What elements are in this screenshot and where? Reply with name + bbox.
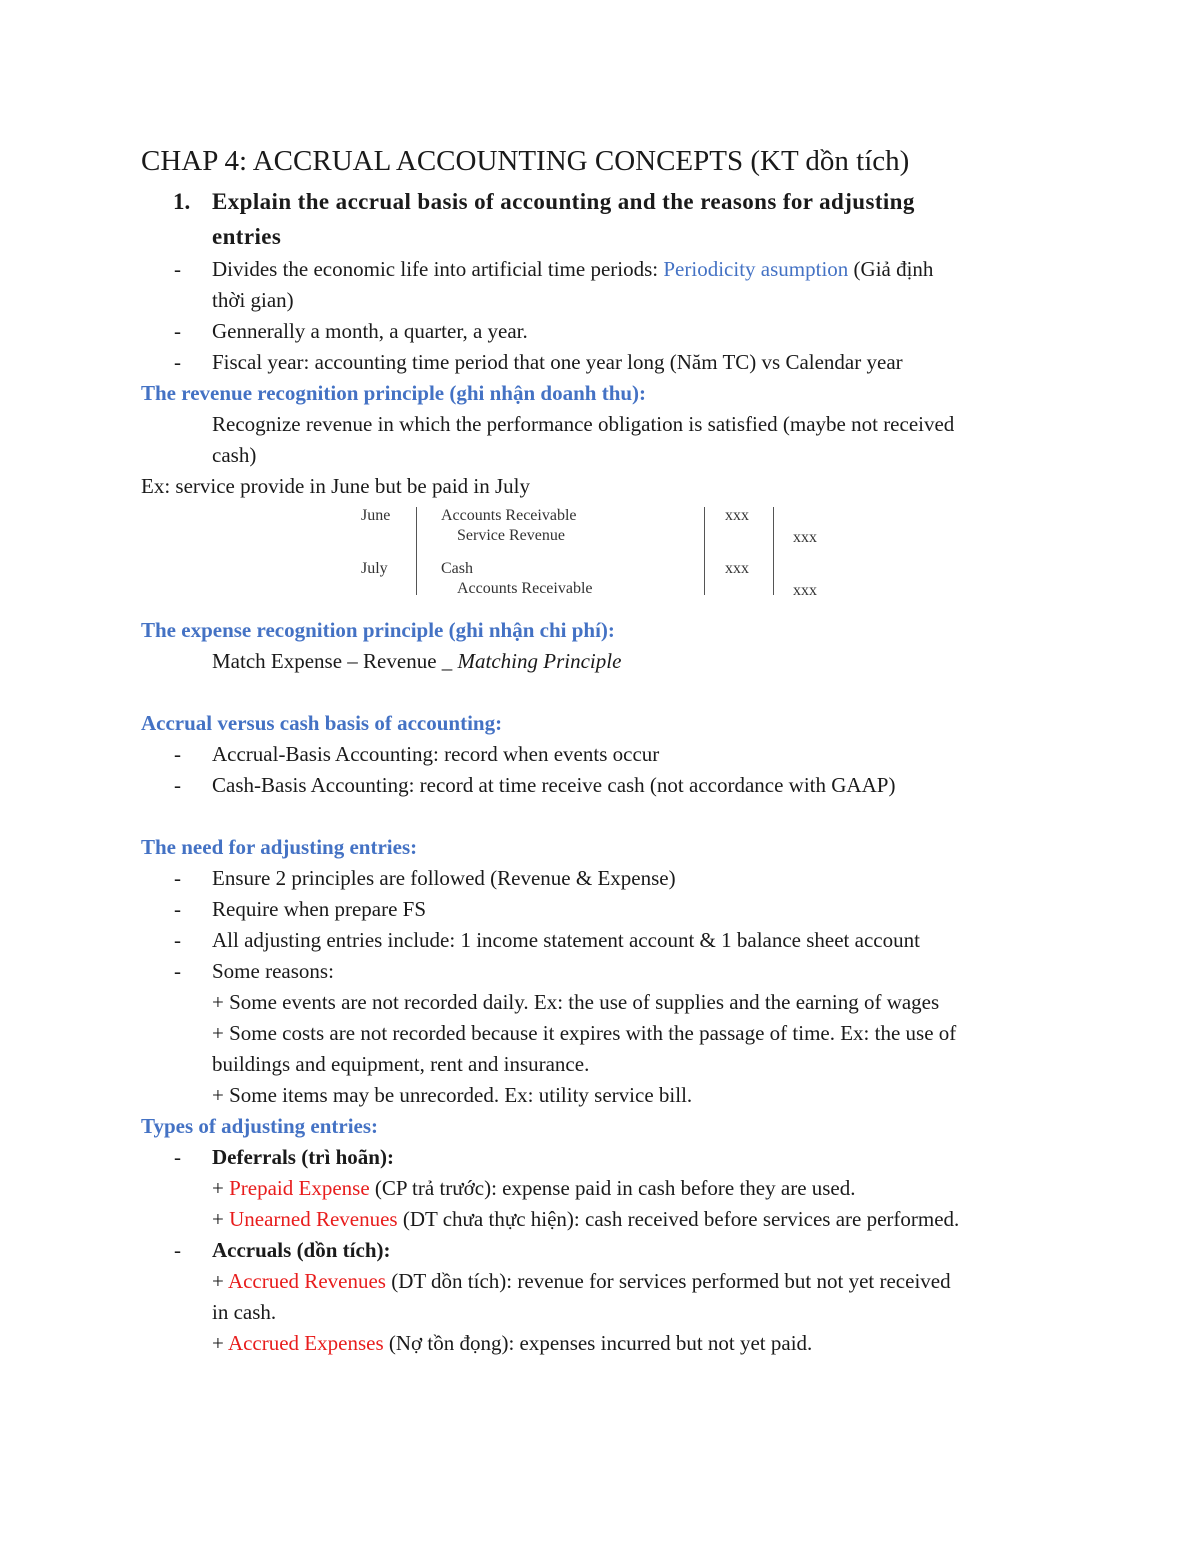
revenue-example: Ex: service provide in June but be paid in July xyxy=(141,474,531,498)
accrual-vs-cash-heading: Accrual versus cash basis of accounting: xyxy=(141,711,503,735)
bullet-fiscal-year: Fiscal year: accounting time period that one year long (Năm TC) vs Calendar year xyxy=(212,350,903,374)
types-heading: Types of adjusting entries: xyxy=(141,1114,379,1138)
bullet-some-reasons: Some reasons: xyxy=(212,959,334,983)
bullet-dash: - xyxy=(174,773,181,797)
bullet-require: Require when prepare FS xyxy=(212,897,427,921)
section-heading-line1: Explain the accrual basis of accounting and the reasons for adjusting xyxy=(212,189,915,214)
journal-account: Accounts Receivable xyxy=(441,507,577,524)
accrued-revenues-term: Accrued Revenues xyxy=(227,1269,386,1293)
periodicity-term: Periodicity asumption xyxy=(663,257,849,281)
journal-credit: xxx xyxy=(793,529,817,546)
bullet-dash: - xyxy=(174,319,181,343)
reason-item: + Some costs are not recorded because it expires with the passage of time. Ex: the use of xyxy=(212,1021,957,1045)
accruals-heading: Accruals (dồn tích): xyxy=(212,1238,391,1262)
expense-text xyxy=(212,646,621,677)
section-number: 1. xyxy=(173,189,191,214)
journal-debit: xxx xyxy=(725,560,749,577)
plus-sign: + xyxy=(212,1331,228,1355)
bullet-text: (Giả định xyxy=(848,257,934,281)
bullet-ensure: Ensure 2 principles are followed (Revenue & Expense) xyxy=(212,866,676,890)
accrual-item-revenues-line2: in cash. xyxy=(212,1300,277,1324)
journal-divider xyxy=(416,507,417,595)
journal-divider xyxy=(704,507,705,595)
revenue-heading: The revenue recognition principle (ghi nhận doanh thu): xyxy=(141,381,647,405)
journal-account: Cash xyxy=(441,560,473,577)
bullet-accrual-basis: Accrual-Basis Accounting: record when events occur xyxy=(212,742,660,766)
expense-heading: The expense recognition principle (ghi nhận chi phí): xyxy=(141,618,615,642)
journal-entries-table xyxy=(355,505,835,597)
bullet-dash: - xyxy=(174,866,181,890)
matching-principle-term: Matching Principle xyxy=(457,649,622,673)
item-text: (DT chưa thực hiện): cash received before services are performed. xyxy=(397,1207,960,1231)
expense-text-plain: Match Expense – Revenue _ xyxy=(212,649,458,673)
journal-date: July xyxy=(361,560,388,577)
reason-item-line2: buildings and equipment, rent and insurance. xyxy=(212,1052,590,1076)
journal-credit: xxx xyxy=(793,582,817,599)
reason-item: + Some items may be unrecorded. Ex: utility service bill. xyxy=(212,1083,693,1107)
bullet-dash: - xyxy=(174,1145,181,1169)
bullet-dash: - xyxy=(174,928,181,952)
journal-account: Service Revenue xyxy=(457,527,565,544)
item-text: (CP trả trước): expense paid in cash before they are used. xyxy=(369,1176,856,1200)
bullet-periods xyxy=(212,254,933,285)
prepaid-expense-term: Prepaid Expense xyxy=(229,1176,370,1200)
revenue-text-line2: cash) xyxy=(212,443,257,467)
unearned-revenues-term: Unearned Revenues xyxy=(229,1207,398,1231)
plus-sign: + xyxy=(212,1207,230,1231)
bullet-dash: - xyxy=(174,959,181,983)
accrual-item-revenues xyxy=(212,1266,951,1297)
deferral-item-unearned xyxy=(212,1204,959,1235)
deferral-item-prepaid xyxy=(212,1173,856,1204)
journal-debit: xxx xyxy=(725,507,749,524)
bullet-all-entries: All adjusting entries include: 1 income statement account & 1 balance sheet account xyxy=(212,928,920,952)
revenue-text-line1: Recognize revenue in which the performance obligation is satisfied (maybe not received xyxy=(212,412,955,436)
bullet-cash-basis: Cash-Basis Accounting: record at time receive cash (not accordance with GAAP) xyxy=(212,773,896,797)
plus-sign: + xyxy=(212,1269,228,1293)
journal-divider xyxy=(773,507,774,595)
plus-sign: + xyxy=(212,1176,230,1200)
accrual-item-expenses xyxy=(212,1328,812,1359)
bullet-dash: - xyxy=(174,257,181,281)
bullet-generally: Gennerally a month, a quarter, a year. xyxy=(212,319,528,343)
item-text: (DT dồn tích): revenue for services performed but not yet received xyxy=(385,1269,951,1293)
bullet-dash: - xyxy=(174,742,181,766)
reason-item: + Some events are not recorded daily. Ex: the use of supplies and the earning of wages xyxy=(212,990,940,1014)
journal-account: Accounts Receivable xyxy=(457,580,593,597)
bullet-dash: - xyxy=(174,350,181,374)
bullet-dash: - xyxy=(174,897,181,921)
page-title: CHAP 4: ACCRUAL ACCOUNTING CONCEPTS (KT dồn tích) xyxy=(141,145,910,177)
accrued-expenses-term: Accrued Expenses xyxy=(227,1331,384,1355)
need-heading: The need for adjusting entries: xyxy=(141,835,418,859)
journal-date: June xyxy=(361,507,391,524)
item-text: (Nợ tồn đọng): expenses incurred but not yet paid. xyxy=(383,1331,813,1355)
bullet-periods-line2: thời gian) xyxy=(212,288,294,312)
bullet-dash: - xyxy=(174,1238,181,1262)
section-heading-line2: entries xyxy=(212,224,282,249)
bullet-text: Divides the economic life into artificial time periods: xyxy=(212,257,664,281)
deferrals-heading: Deferrals (trì hoãn): xyxy=(212,1145,394,1169)
